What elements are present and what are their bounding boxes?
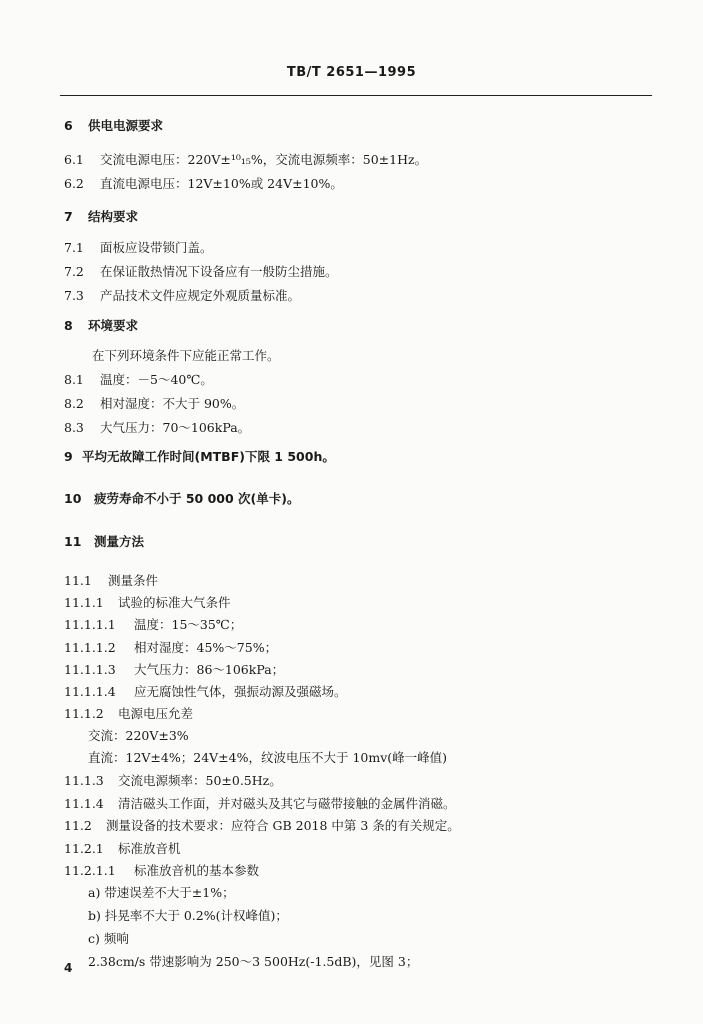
clause-text: 直流：12V±4%；24V±4%，纹波电压不大于 10mv(峰一峰值) [88,750,448,765]
text-line [64,240,213,256]
document-header: TB/T 2651—1995 [286,65,417,80]
clause-number: 11.2.1.1 [64,863,116,878]
text-line [88,954,418,970]
clause-text: 环境要求 [88,318,139,333]
clause-text: 结构要求 [88,209,139,224]
clause-text: 交流电源电压：220V±¹⁰₁₅%，交流电源频率：50±1Hz。 [100,152,428,167]
section-heading [64,209,138,225]
clause-number: 7.3 [64,288,84,303]
clause-text: 相对湿度：45%～75%； [134,640,278,655]
section-heading [64,318,138,334]
clause-number: 11.1.3 [64,773,104,788]
clause-text: 供电电源要求 [88,118,164,133]
clause-text: 交流电源频率：50±0.5Hz。 [118,773,282,788]
clause-number: 11.1.1.3 [64,662,116,677]
text-line [88,908,288,924]
clause-number: 6 [64,118,73,133]
clause-text: 温度：15～35℃； [134,617,243,632]
clause-number: 11.1.1.1 [64,617,116,632]
clause-text: 标准放音机 [118,841,181,856]
clause-text: 在下列环境条件下应能正常工作。 [92,348,280,363]
section-heading [64,118,163,134]
text-line [64,796,456,812]
clause-number: 6.2 [64,176,84,191]
clause-text: b) 抖晃率不大于 0.2%(计权峰值)； [88,908,288,923]
clause-number: 7 [64,209,73,224]
clause-number: 10 [64,491,82,506]
clause-text: 疲劳寿命不小于 50 000 次(单卡)。 [94,491,300,506]
clause-number: 8.3 [64,420,84,435]
text-line [64,640,277,656]
clause-text: 相对湿度：不大于 90%。 [100,396,245,411]
clause-number: 11.2.1 [64,841,104,856]
clause-text: 产品技术文件应规定外观质量标准。 [100,288,301,303]
text-line [64,573,158,589]
text-line [64,863,259,879]
clause-number: 8 [64,318,73,333]
text-line [64,684,347,700]
clause-number: 11.1.1 [64,595,104,610]
text-line [64,176,343,192]
clause-number: 11.1.1.2 [64,640,116,655]
section-heading [64,534,144,550]
text-line [64,396,244,412]
clause-text: 交流：220V±3% [88,728,189,743]
clause-text: 直流电源电压：12V±10%或 24V±10%。 [100,176,343,191]
clause-text: 应无腐蚀性气体，强振动源及强磁场。 [134,684,347,699]
clause-text: 试验的标准大气条件 [118,595,231,610]
clause-number: 7.1 [64,240,84,255]
clause-text: 温度：－5～40℃。 [100,372,213,387]
text-line [64,595,231,611]
clause-number: 8.2 [64,396,84,411]
page-number: 4 [64,961,73,975]
text-line [64,818,460,834]
section-heading [64,449,335,465]
clause-number: 7.2 [64,264,84,279]
clause-text: 面板应设带锁门盖。 [100,240,213,255]
text-line [64,152,427,168]
clause-number: 11.1.1.4 [64,684,116,699]
clause-number: 6.1 [64,152,84,167]
clause-number: 11.1 [64,573,92,588]
text-line [64,841,181,857]
clause-text: 测量设备的技术要求：应符合 GB 2018 中第 3 条的有关规定。 [106,818,460,833]
text-line [64,288,300,304]
text-line [88,728,189,744]
text-line [64,264,338,280]
clause-text: 在保证散热情况下设备应有一般防尘措施。 [100,264,338,279]
clause-text: 测量方法 [94,534,145,549]
text-line [64,617,242,633]
header-rule [60,95,652,96]
clause-text: 平均无故障工作时间(MTBF)下限 1 500h。 [82,449,335,464]
clause-number: 11.1.4 [64,796,104,811]
clause-number: 8.1 [64,372,84,387]
clause-number: 9 [64,449,73,464]
clause-text: 标准放音机的基本参数 [134,863,260,878]
text-line [64,372,213,388]
text-line [64,773,282,789]
clause-text: 测量条件 [108,573,159,588]
clause-text: a) 带速误差不大于±1%； [88,885,235,900]
text-line [92,348,280,364]
clause-number: 11.1.2 [64,706,104,721]
clause-text: 大气压力：70～106kPa。 [100,420,251,435]
clause-text: 电源电压允差 [118,706,194,721]
clause-number: 11.2 [64,818,92,833]
text-line [64,662,284,678]
text-line [88,750,447,766]
section-heading [64,491,299,507]
clause-text: 2.38cm/s 带速影响为 250～3 500Hz(-1.5dB)，见图 3； [88,954,419,969]
clause-text: 大气压力：86～106kPa； [134,662,285,677]
text-line [88,931,129,947]
text-line [64,420,250,436]
text-line [88,885,235,901]
clause-text: 清洁磁头工作面，并对磁头及其它与磁带接触的金属件消磁。 [118,796,456,811]
clause-text: c) 频响 [88,931,129,946]
text-line [64,706,193,722]
clause-number: 11 [64,534,82,549]
